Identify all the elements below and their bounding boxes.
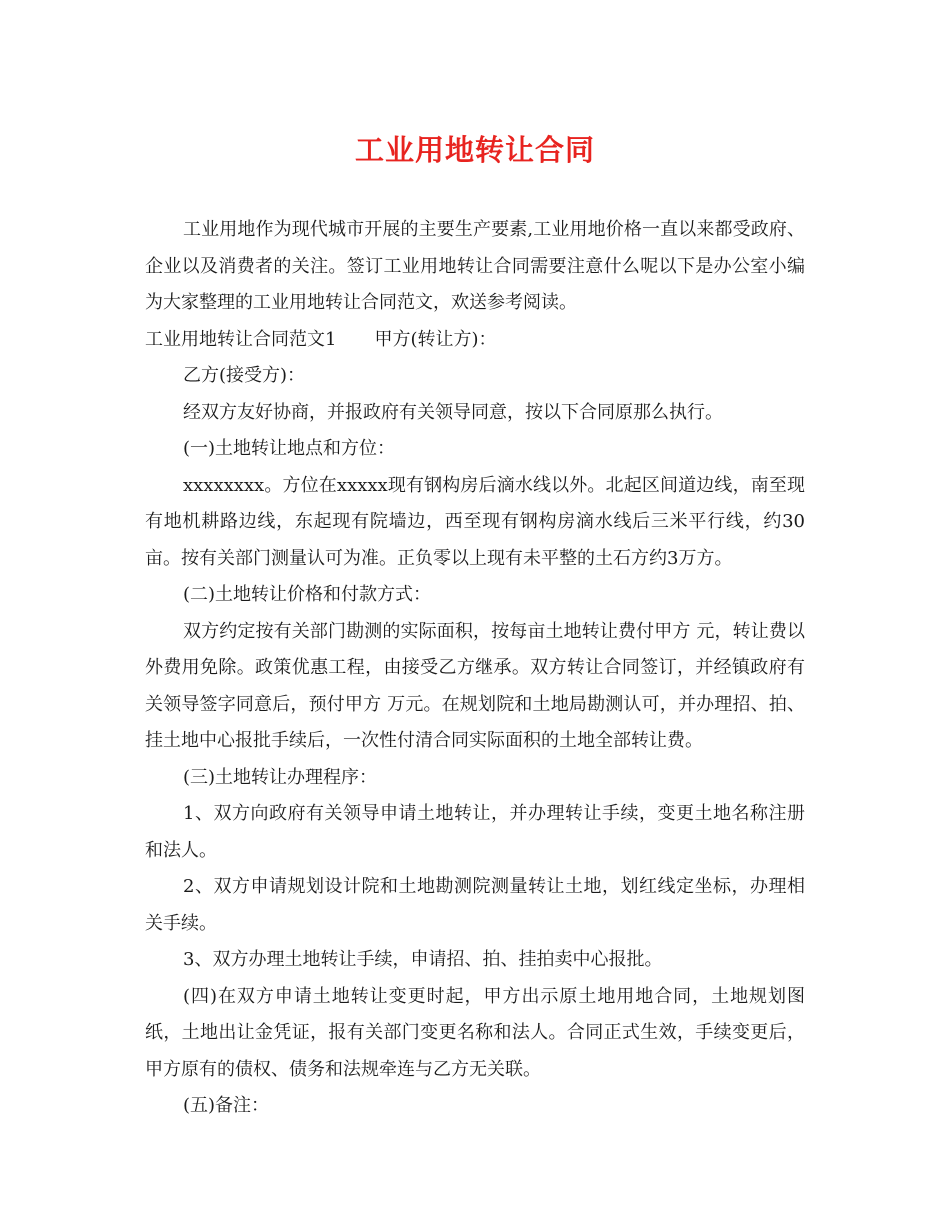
section-body: (四)在双方申请土地转让变更时起，甲方出示原土地用地合同，土地规划图纸，土地出让金凭证，报有关部门变更名称和法人。合同正式生效，手续变更后，甲方原有的债权、债务和法规牵连与乙方无关联。 — [145, 985, 805, 1080]
sample-heading-line — [145, 322, 805, 359]
section-heading: (一)土地转让地点和方位： — [183, 438, 396, 459]
section-heading: (三)土地转让办理程序： — [183, 766, 378, 788]
section-heading: (五)备注： — [183, 1095, 270, 1116]
party-b-label: 乙方(接受方)： — [183, 365, 306, 386]
section-body: 1、双方向政府有关领导申请土地转让，并办理转让手续，变更土地名称注册和法人。 — [145, 803, 805, 861]
document-page — [145, 130, 805, 1125]
sample-heading: 工业用地转让合同范文1 — [145, 328, 337, 350]
section-heading: (二)土地转让价格和付款方式： — [183, 584, 432, 605]
preamble-paragraph: 经双方友好协商，并报政府有关领导同意，按以下合同原那么执行。 — [183, 401, 723, 423]
section-body: 2、双方申请规划设计院和土地勘测院测量转让土地，划红线定坐标，办理相关手续。 — [145, 876, 805, 934]
party-a-label: 甲方(转让方)： — [374, 328, 497, 350]
intro-paragraph: 工业用地作为现代城市开展的主要生产要素,工业用地价格一直以来都受政府、企业以及消费者的关注。签订工业用地转让合同需要注意什么呢以下是办公室小编为大家整理的工业用地转让合同范文，欢送参考阅读。 — [145, 219, 805, 313]
section-body: xxxxxxxx。方位在xxxxx现有钢构房后滴水线以外。北起区间道边线，南至现有地机耕路边线，东起现有院墙边，西至现有钢构房滴水线后三米平行线，约30亩。按有关部门测量认可为准。正负零以上现有未平整的土石方约3万方。 — [145, 474, 805, 569]
section-body: 3、双方办理土地转让手续，申请招、拍、挂拍卖中心报批。 — [183, 949, 663, 970]
section-body: 双方约定按有关部门勘测的实际面积，按每亩土地转让费付甲方 元，转让费以外费用免除。政策优惠工程，由接受乙方继承。双方转让合同签订，并经镇政府有关领导签字同意后，预付甲方 万元。在规划院和土地局勘测认可，并办理招、拍、挂土地中心报批手续后，一次性付清合同实际面积的土地全部转让费。 — [145, 620, 805, 751]
document-title: 工业用地转让合同 — [354, 133, 595, 167]
